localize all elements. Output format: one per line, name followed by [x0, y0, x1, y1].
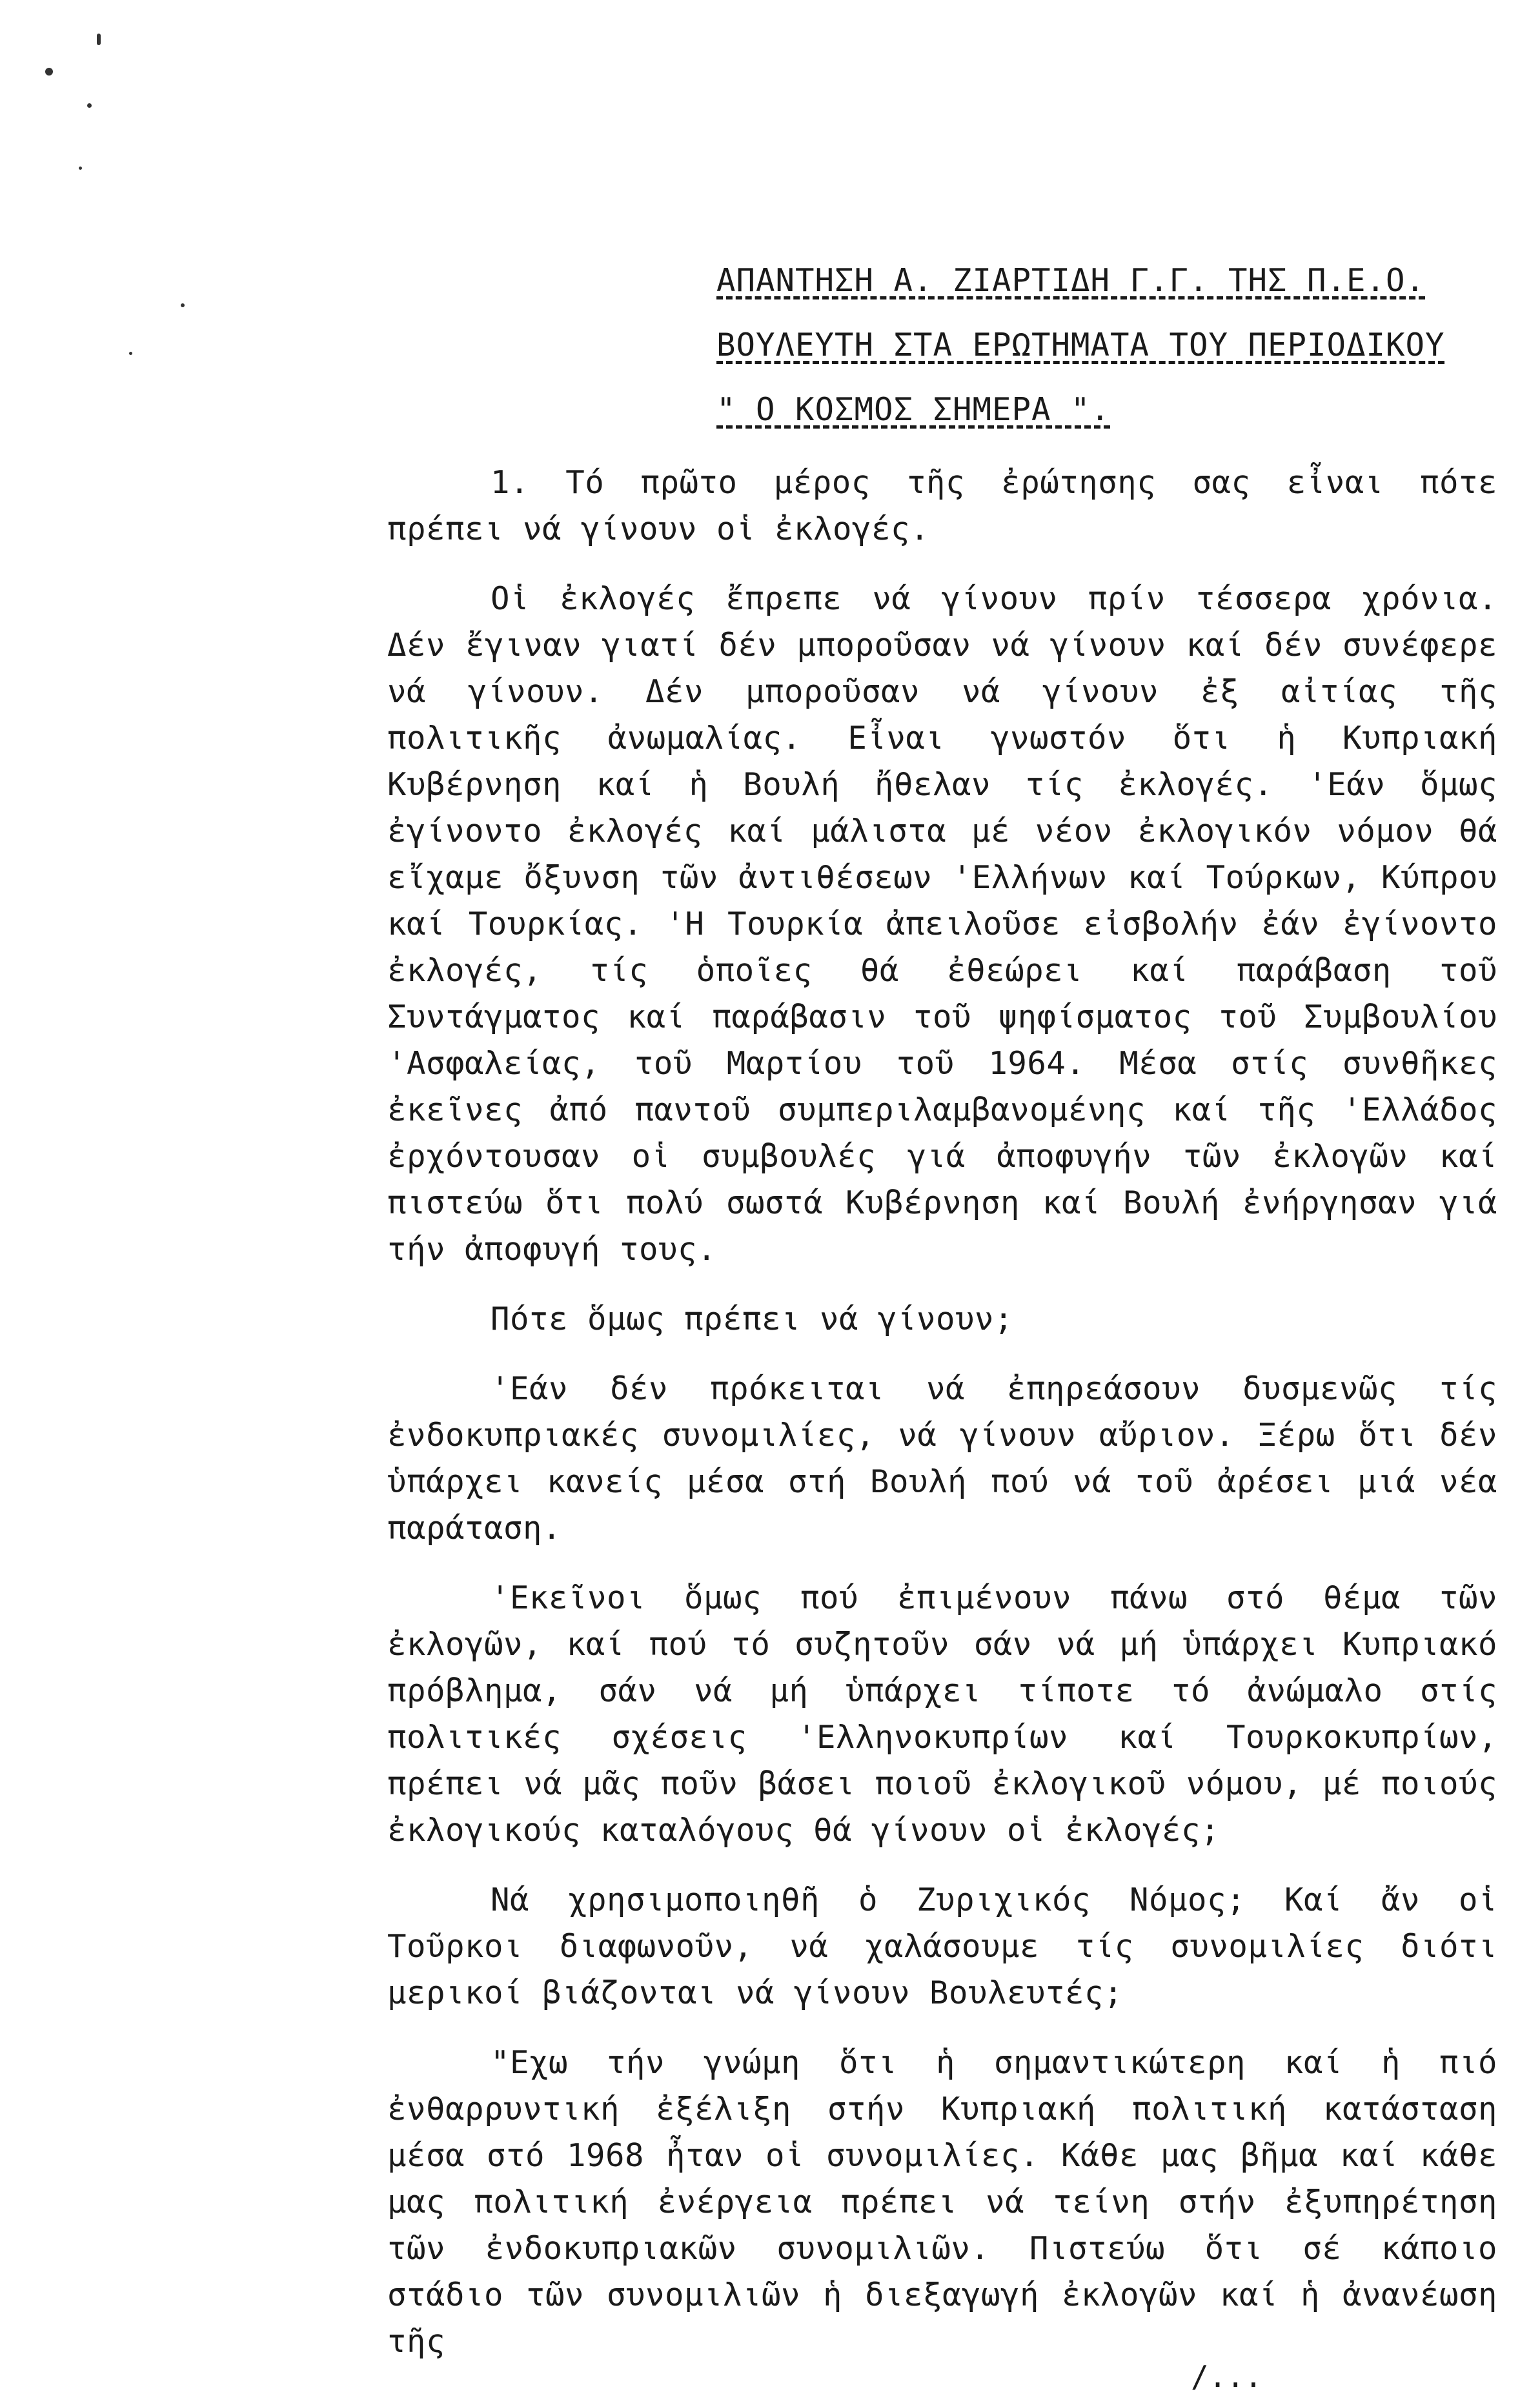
scan-speck [129, 352, 132, 355]
paragraph-talks-condition: 'Εάν δέν πρόκειται νά ἐπηρεάσουν δυσμενῶς τίς ἐνδοκυπριακές συνομιλίες, νά γίνουν αὔριον. Ξέρω ὅτι δέν ὑπάρχει κανείς μέσα στή Βουλή πού νά τοῦ ἀρέσει μιά νέα παράταση. [387, 1370, 1497, 1547]
document-body [387, 460, 1497, 2388]
scan-speck [79, 167, 82, 170]
heading-line-2: ΒΟΥΛΕΥΤΗ ΣΤΑ ΕΡΩΤΗΜΑΤΑ ΤΟΥ ΠΕΡΙΟΔΙΚΟΥ [716, 327, 1445, 363]
scan-speck [97, 34, 101, 45]
document-heading [716, 249, 1459, 442]
heading-line-3: " Ο ΚΟΣΜΟΣ ΣΗΜΕΡΑ ". [716, 391, 1111, 428]
continuation-mark: /... [1191, 2359, 1262, 2394]
paragraph-insisters: 'Εκεῖνοι ὅμως πού ἐπιμένουν πάνω στό θέμα τῶν ἐκλογῶν, καί πού τό συζητοῦν σάν νά μή ὑπάρχει Κυπριακό πρόβλημα, σάν νά μή ὑπάρχει τίποτε τό ἀνώμαλο στίς πολιτικές σχέσεις 'Ελληνοκυπρίων καί Τουρκοκυπρίων, πρέπει νά μᾶς ποῦν βάσει ποιοῦ ἐκλογικοῦ νόμου, μέ ποιούς ἐκλογικούς καταλόγους θά γίνουν οἱ ἐκλογές; [387, 1579, 1497, 1849]
paragraph-zurich-law: Νά χρησιμοποιηθῆ ὁ Ζυριχικός Νόμος; Καί ἄν οἱ Τοῦρκοι διαφωνοῦν, νά χαλάσουμε τίς συνομιλίες διότι μερικοί βιάζονται νά γίνουν Βουλευτές; [387, 1882, 1497, 2011]
heading-line-1: ΑΠΑΝΤΗΣΗ Α. ΖΙΑΡΤΙΔΗ Γ.Γ. ΤΗΣ Π.Ε.Ο. [716, 262, 1426, 299]
paragraph-elections-history: Οἱ ἐκλογές ἔπρεπε νά γίνουν πρίν τέσσερα χρόνια. Δέν ἔγιναν γιατί δέν μποροῦσαν νά γίνουν καί δέν συνέφερε νά γίνουν. Δέν μποροῦσαν νά γίνουν ἐξ αἰτίας τῆς πολιτικῆς ἀνωμαλίας. Εἶναι γνωστόν ὅτι ἡ Κυπριακή Κυβέρνηση καί ἡ Βουλή ἤθελαν τίς ἐκλογές. 'Εάν ὅμως ἐγίνοντο ἐκλογές καί μάλιστα μέ νέον ἐκλογικόν νόμον θά εἴχαμε ὄξυνση τῶν ἀντιθέσεων 'Ελλήνων καί Τούρκων, Κύπρου καί Τουρκίας. 'Η Τουρκία ἀπειλοῦσε εἰσβολήν ἐάν ἐγίνοντο ἐκλογές, τίς ὁποῖες θά ἐθεώρει καί παράβαση τοῦ Συντάγματος καί παράβασιν τοῦ ψηφίσματος τοῦ Συμβουλίου 'Ασφαλείας, τοῦ Μαρτίου τοῦ 1964. Μέσα στίς συνθῆκες ἐκεῖνες ἀπό παντοῦ συμπεριλαμβανομένης καί τῆς 'Ελλάδος ἐρχόντουσαν οἱ συμβουλές γιά ἀποφυγήν τῶν ἐκλογῶν καί πιστεύω ὅτι πολύ σωστά Κυβέρνηση καί Βουλή ἐνήργησαν γιά τήν ἀποφυγή τους. [387, 580, 1497, 1268]
scan-speck [45, 68, 53, 76]
paragraph-question-1: 1. Τό πρῶτο μέρος τῆς ἐρώτησης σας εἶναι πότε πρέπει νά γίνουν οἱ ἐκλογές. [387, 464, 1497, 547]
paragraph-when-question: Πότε ὅμως πρέπει νά γίνουν; [491, 1301, 1014, 1337]
scan-speck [181, 303, 185, 307]
scan-speck [87, 103, 92, 108]
paragraph-opinion-talks: "Εχω τήν γνώμη ὅτι ἡ σημαντικώτερη καί ἡ πιό ἐνθαρρυντική ἐξέλιξη στήν Κυπριακή πολιτική κατάσταση μέσα στό 1968 ἦταν οἱ συνομιλίες. Κάθε μας βῆμα καί κάθε μας πολιτική ἐνέργεια πρέπει νά τείνη στήν ἐξυπηρέτηση τῶν ἐνδοκυπριακῶν συνομιλιῶν. Πιστεύω ὅτι σέ κάποιο στάδιο τῶν συνομιλιῶν ἡ διεξαγωγή ἐκλογῶν καί ἡ ἀνανέωση τῆς [387, 2044, 1497, 2360]
